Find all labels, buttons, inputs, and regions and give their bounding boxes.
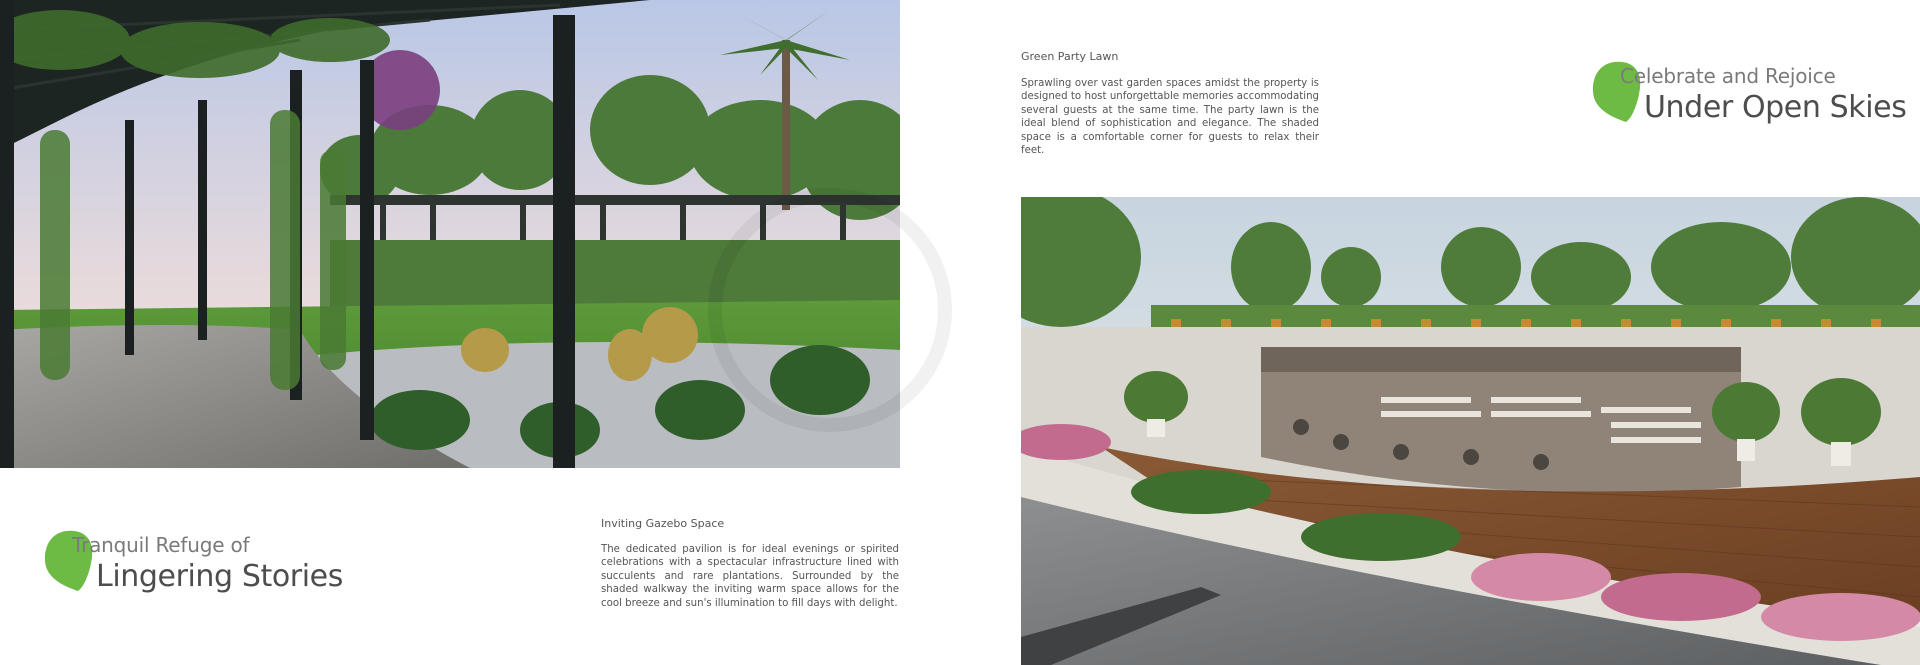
lawn-section-body: Sprawling over vast garden spaces amidst the property is designed to host unforgettable memories accommodating several guests at the same time. The party lawn is the ideal blend of sophistication and elegance. The shaded space is a comfortable corner for guests to relax their feet.: [1021, 78, 1319, 157]
gazebo-section-title: Inviting Gazebo Space: [601, 517, 725, 530]
gazebo-garden-image: [0, 0, 900, 468]
gazebo-headline-small: Tranquil Refuge of: [72, 533, 250, 557]
party-lawn-image: [1021, 197, 1920, 665]
lawn-section-title: Green Party Lawn: [1021, 50, 1119, 63]
gazebo-headline-large: Lingering Stories: [96, 559, 343, 594]
gazebo-headline: [44, 529, 364, 619]
gazebo-section-body: The dedicated pavilion is for ideal evenings or spirited celebrations with a spectacular infrastructure lined with succulents and rare plantations. Surrounded by the shaded walkway the inviting warm space allows for the cool breeze and sun's illumination to fill days with delight.: [601, 544, 899, 609]
lawn-headline: [1592, 60, 1912, 150]
lawn-headline-small: Celebrate and Rejoice: [1620, 64, 1836, 88]
lawn-headline-large: Under Open Skies: [1644, 90, 1907, 125]
